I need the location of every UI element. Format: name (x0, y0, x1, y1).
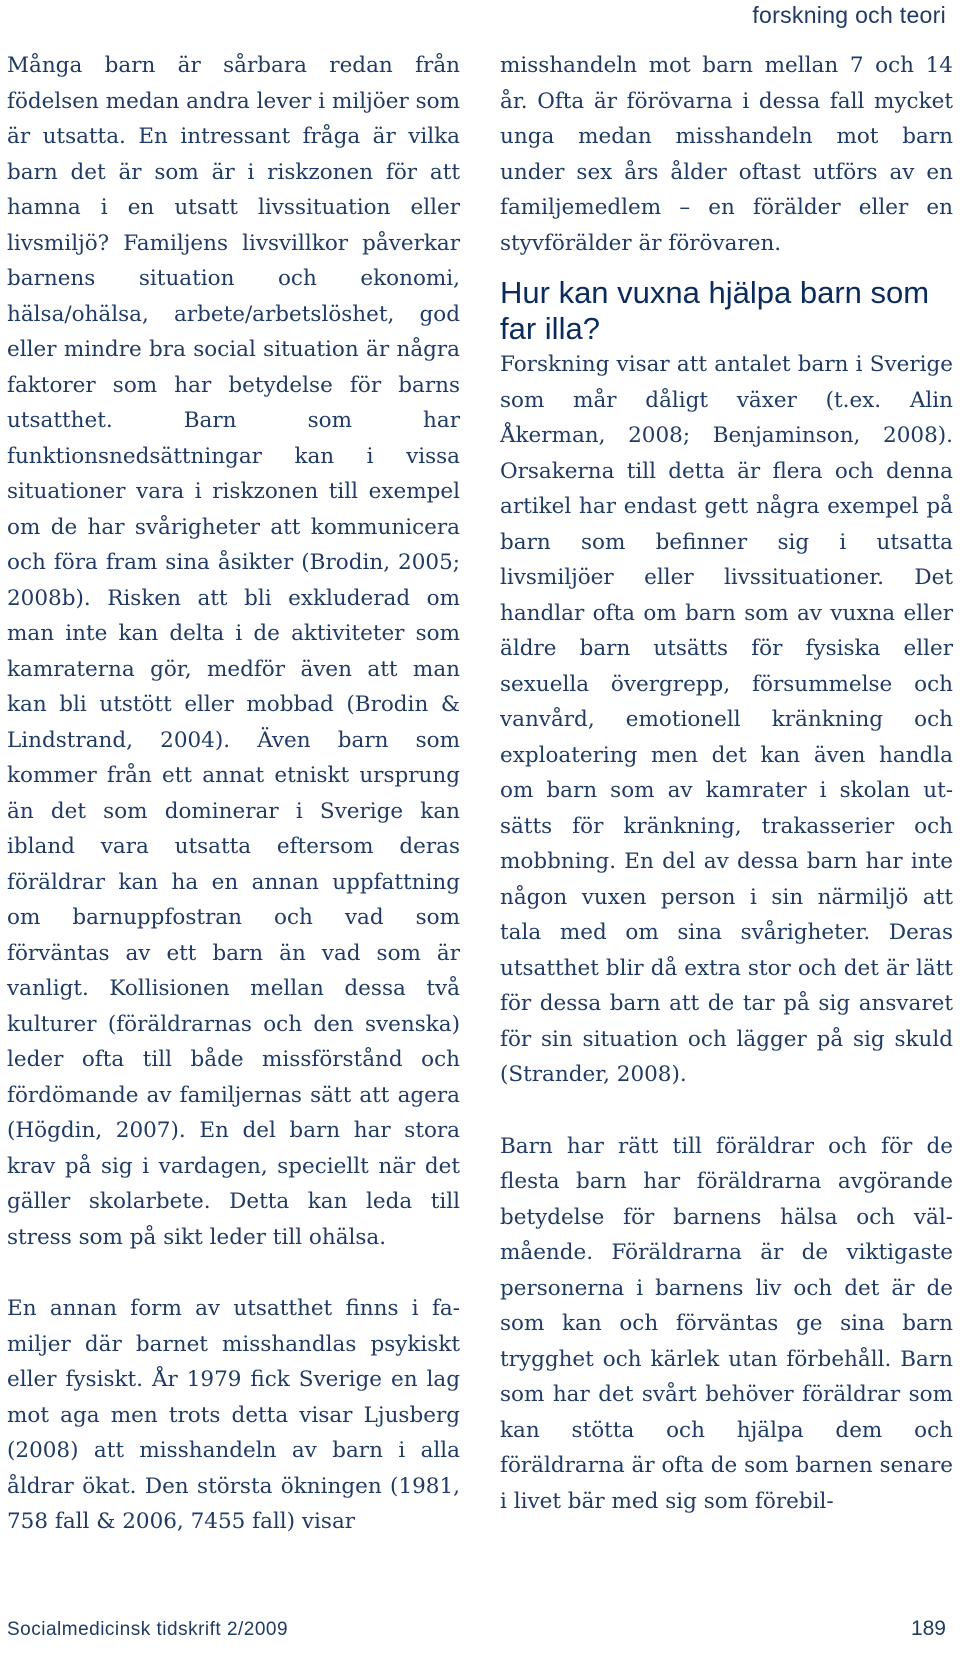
journal-name: Socialmedicinsk tidskrift 2/2009 (7, 1619, 289, 1640)
body-paragraph: En annan form av utsatthet finns i familjer där barnet misshandlas psykiskt eller fysiskt. År 1979 fick Sverige en lag mot aga men trots detta visar Ljusberg (2008) att misshandeln av barn i alla åldrar ökat. Den största ökningen (1981, 758 fall & 2006, 7455 fall) visar (7, 1296, 460, 1534)
body-paragraph: Forskning visar att antalet barn i Sverige som mår dåligt växer (t.ex. Alin Åkerman, 2008; Benjaminson, 2008). Orsakerna till detta är flera och denna artikel har endast gett några exempel på barn som befinner sig i utsatta livsmiljöer eller livssituationer. Det handlar ofta om barn som av vuxna eller äldre barn utsätts för fysiska eller sexuella övergrepp, försummelse och vanvård, emotionell kränkning och exploatering men det kan även handla om barn som av kamrater i skolan utsätts för kränkning, trakasserier och mobbning. En del av dessa barn har inte någon vuxen person i sin närmiljö att tala med om sina svårigheter. Deras utsatthet blir då extra stor och det är lätt för dessa barn att de tar på sig ansvaret för sin situation och lägger på sig skuld (Strander, 2008). (500, 352, 953, 1087)
body-paragraph: Barn har rätt till föräldrar och för de flesta barn har föräldrarna avgörande betydelse för barnens hälsa och välmående. Föräldrarna är de viktigaste personerna i barnens liv och det är de som kan och förväntas ge sina barn trygghet och kärlek utan förbehåll. Barn som har det svårt behöver föräldrar som kan stötta och hjälpa dem och föräldrarna är ofta de som barnen senare i livet bär med sig som förebil- (500, 1133, 953, 1514)
right-column (500, 48, 953, 1519)
paragraph-gap (500, 1093, 953, 1129)
body-paragraph: Många barn är sårbara redan från födelsen medan andra lever i miljöer som är utsatta. En intressant fråga är vilka barn det är som är i riskzonen för att hamna i en utsatt livssituation eller livsmiljö? Familjens livsvillkor påverkar barnens situation och ekonomi, hälsa/ohälsa, arbete/arbetslöshet, god eller mindre bra social situation är några faktorer som har betydelse för barns utsatthet. Barn som har funktionsnedsättningar kan i vissa situationer vara i riskzonen till exempel om de har svårigheter att kommunicera och föra fram sina åsikter (Brodin, 2005; 2008b). Risken att bli exkluderad om man inte kan delta i de aktiviteter som kamraterna gör, medför även att man kan bli utstött eller mobbad (Brodin & Lindstrand, 2004). Även barn som kommer från ett annat etniskt ursprung än det som dominerar i Sverige kan ibland vara utsatta eftersom deras föräldrar kan ha en annan uppfattning om barnuppfostran och vad som förväntas av ett barn än vad som är vanligt. Kollisionen mellan dessa två kulturer (föräldrarnas och den svenska) leder ofta till både missförstånd och fördömande av familjernas sätt att agera (Högdin, 2007). En del barn har stora krav på sig i vardagen, speciellt när det gäller skolarbete. Detta kan leda till stress som på sikt leder till ohälsa. (7, 53, 460, 1250)
page-number: 189 (910, 1617, 946, 1640)
section-label: forskning och teori (752, 2, 946, 28)
left-column (7, 48, 460, 1540)
section-heading: Hur kan vuxna hjälpa barn som far illa? (500, 275, 930, 346)
body-paragraph: misshandeln mot barn mellan 7 och 14 år. Ofta är förövarna i dessa fall mycket unga medan misshandeln mot barn under sex års ålder oftast utförs av en familjemedlem – en förälder eller en styvförälder är förövaren. (500, 53, 953, 256)
paragraph-gap (7, 1255, 460, 1291)
